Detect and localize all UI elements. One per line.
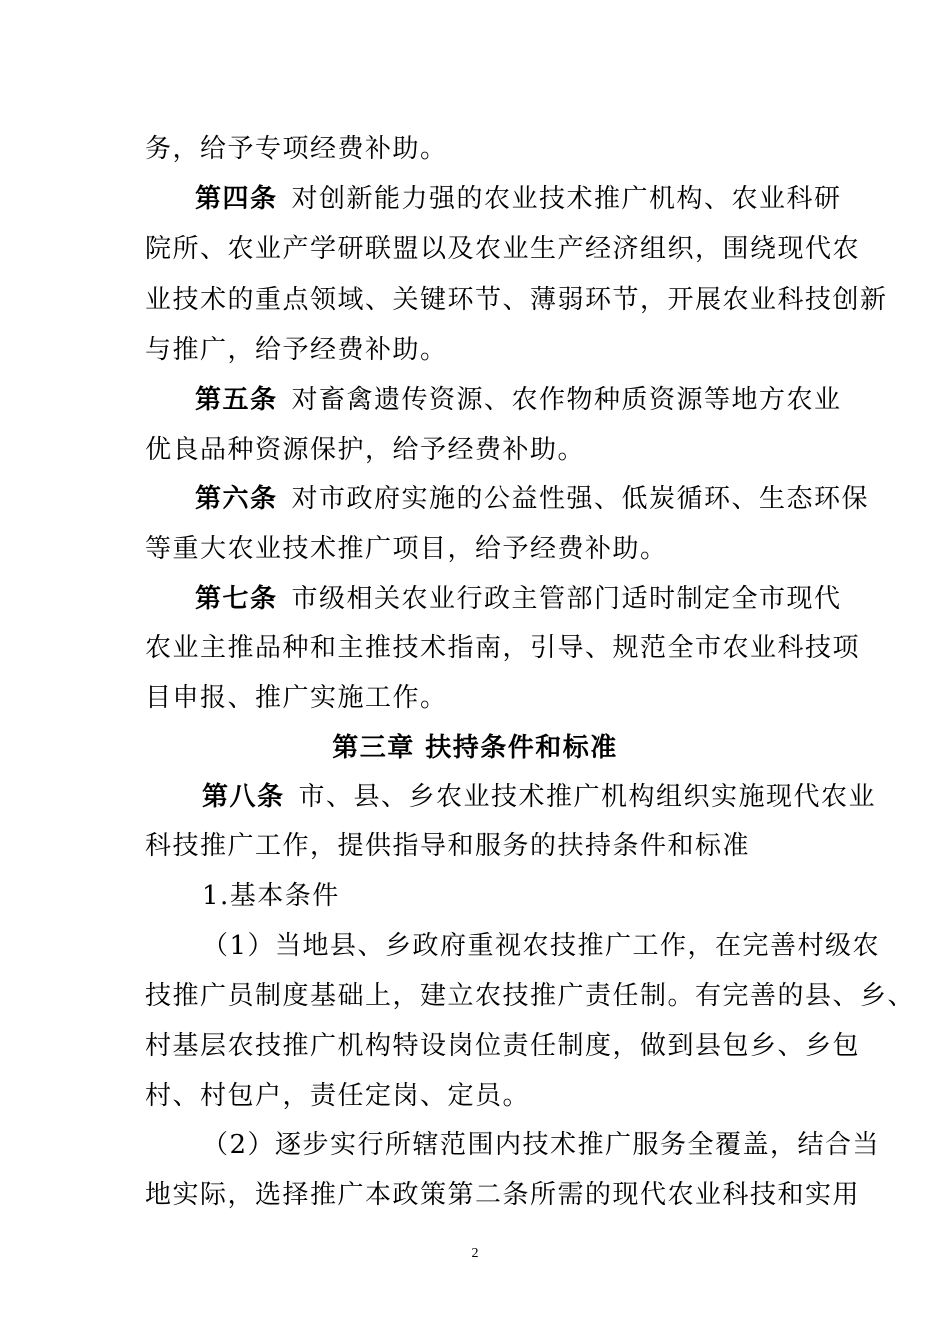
article-6-label: 第六条 bbox=[195, 484, 278, 514]
article-4-line bbox=[195, 183, 842, 215]
article-4-text: 对创新能力强的农业技术推广机构、农业科研 bbox=[291, 184, 842, 214]
paragraph-line: 优良品种资源保护，给予经费补助。 bbox=[145, 435, 586, 465]
chapter-heading: 第三章 扶持条件和标准 bbox=[332, 733, 618, 763]
paragraph-line: 农业主推品种和主推技术指南，引导、规范全市农业科技项 bbox=[145, 633, 861, 663]
paragraph-line: 务，给予专项经费补助。 bbox=[145, 134, 448, 164]
article-4-label: 第四条 bbox=[195, 184, 278, 214]
paragraph-line: 与推广，给予经费补助。 bbox=[145, 335, 448, 365]
article-6-text: 对市政府实施的公益性强、低炭循环、生态环保 bbox=[291, 484, 870, 514]
article-5-text: 对畜禽遗传资源、农作物种质资源等地方农业 bbox=[291, 385, 842, 415]
article-8-line bbox=[202, 781, 876, 813]
paragraph-line: 业技术的重点领域、关键环节、薄弱环节，开展农业科技创新 bbox=[145, 285, 888, 315]
paragraph-line: 地实际，选择推广本政策第二条所需的现代农业科技和实用 bbox=[145, 1180, 861, 1210]
article-8-text: 市、县、乡农业技术推广机构组织实施现代农业 bbox=[298, 782, 877, 812]
paragraph-line: 村基层农技推广机构特设岗位责任制度，做到县包乡、乡包 bbox=[145, 1031, 861, 1061]
section-title: 1.基本条件 bbox=[202, 881, 340, 911]
paragraph-line: 目申报、推广实施工作。 bbox=[145, 683, 448, 713]
page-number: 2 bbox=[471, 1246, 479, 1261]
paragraph-line: （1）当地县、乡政府重视农技推广工作，在完善村级农 bbox=[202, 931, 881, 961]
article-7-line bbox=[195, 583, 842, 615]
article-7-text: 市级相关农业行政主管部门适时制定全市现代 bbox=[291, 584, 842, 614]
article-5-label: 第五条 bbox=[195, 385, 278, 415]
paragraph-line: 科技推广工作，提供指导和服务的扶持条件和标准 bbox=[145, 831, 751, 861]
article-7-label: 第七条 bbox=[195, 584, 278, 614]
paragraph-line: 院所、农业产学研联盟以及农业生产经济组织，围绕现代农 bbox=[145, 234, 861, 264]
paragraph-line: 村、村包户，责任定岗、定员。 bbox=[145, 1081, 531, 1111]
paragraph-line: 等重大农业技术推广项目，给予经费补助。 bbox=[145, 534, 668, 564]
paragraph-line: 技推广员制度基础上，建立农技推广责任制。有完善的县、乡、 bbox=[145, 981, 916, 1011]
article-5-line bbox=[195, 384, 842, 416]
article-6-line bbox=[195, 483, 869, 515]
article-8-label: 第八条 bbox=[202, 782, 285, 812]
paragraph-line: （2）逐步实行所辖范围内技术推广服务全覆盖，结合当 bbox=[202, 1130, 881, 1160]
